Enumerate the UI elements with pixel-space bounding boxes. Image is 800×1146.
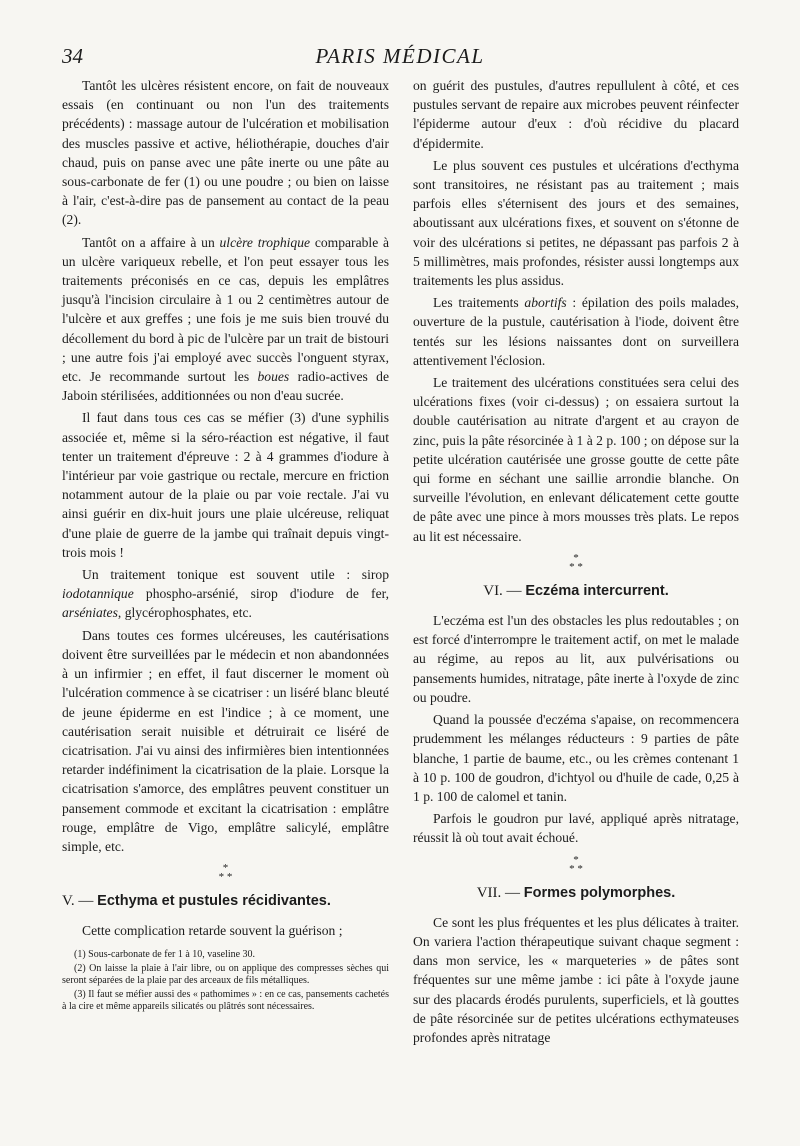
ornament-bottom: * *	[569, 862, 583, 875]
left-column	[62, 76, 389, 1015]
text-run: : épilation des poils malades, ouverture de la pustule, cautérisation à l'iode, doivent être tentés sur les lésions naissantes dont on surveillera attentivement l'éclosion.	[413, 295, 739, 368]
section-ornament	[413, 853, 739, 875]
footnote: (3) Il faut se méfier aussi des « pathomimes » : en ce cas, pansements cachetés à la cire et même appareils silicatés ou plâtrés sont nécessaires.	[62, 988, 389, 1012]
paragraph	[413, 293, 739, 370]
section-title: Formes polymorphes.	[523, 884, 676, 901]
section-title: Ecthyma et pustules récidivantes.	[97, 893, 331, 910]
text-run: Un traitement tonique est souvent utile : sirop	[82, 567, 389, 583]
section-number: V. —	[62, 893, 98, 910]
journal-title: PARIS MÉDICAL	[315, 44, 485, 68]
section-number: VI. —	[483, 582, 526, 599]
ornament-top: *	[573, 853, 579, 866]
page-number: 34	[62, 44, 83, 68]
paragraph: Il faut dans tous ces cas se méfier (3) d'une syphilis associée et, même si la séro-réaction est négative, il faut tenter un traitement d'épreuve : 2 à 4 grammes d'iodure à l'intérieur par voie gastrique ou rectale, mercure en friction notamment autour de la plaie ou par voie rectale. J'ai vu ainsi guérir en dix-huit jours une plaie ulcéreuse, reliquat d'une plaie de guerre de la jambe qui traînait depuis vingt-trois mois !	[62, 410, 389, 560]
text-run: phospho-arsénié, sirop d'iodure de fer,	[133, 586, 389, 602]
ornament-bottom: * *	[569, 560, 583, 573]
section-ornament	[413, 551, 739, 573]
italic-term: boues	[257, 369, 290, 385]
ornament-bottom: * *	[218, 871, 233, 884]
footnote: (1) Sous-carbonate de fer 1 à 10, vaseline 30.	[74, 948, 256, 960]
paragraph: on guérit des pustules, d'autres repullulent à côté, et ces pustules servant de repaire aux microbes peuvent réinfecter l'épiderme autour d'eux : d'où récidive du placard d'épidermite.	[413, 78, 739, 151]
italic-term: abortifs	[524, 295, 567, 311]
text-run: , glycérophosphates, etc.	[117, 605, 252, 621]
ornament-top: *	[222, 862, 229, 875]
paragraph: Cette complication retarde souvent la guérison ;	[82, 923, 343, 939]
italic-term: iodotannique	[62, 586, 134, 602]
section-ornament	[62, 864, 389, 882]
section-title: Eczéma intercurrent.	[525, 582, 669, 599]
right-column	[413, 76, 739, 1050]
paragraph: Ce sont les plus fréquentes et les plus délicates à traiter. On variera l'action thérapeutique suivant chaque segment : dans mon service, les « marqueteries » de pâtes sont fréquentes sur une même jambe : ici pâte à l'oxyde jaune sur des placards érodés purulents, superficiels, et là gouttes de pâte résorcinée sur de petites ulcérations ecthymateuses profondes après nitratage	[413, 914, 739, 1045]
text-run: Tantôt on a affaire à un	[82, 234, 220, 250]
page-header	[62, 44, 738, 72]
paragraph	[62, 565, 389, 623]
section-heading	[413, 884, 739, 903]
footnotes	[62, 949, 389, 1013]
ornament-top: *	[573, 551, 579, 564]
text-run: comparable à un ulcère variqueux rebelle, et l'on peut essayer tous les traitements préconisés en ce cas, depuis les emplâtres jusqu'à l'incision circulaire à 1 ou 2 centimètres autour de l'ulcère et aux greffes ; une fois je me suis bien trouvé du décollement du bord à pic de l'ulcère par un trait de bistouri ; une autre fois j'ai employé avec succès l'onguent styrax, etc. Je recommande surtout les	[62, 234, 390, 385]
paragraph: L'eczéma est l'un des obstacles les plus redoutables ; on est forcé d'interrompre le traitement actif, on met le malade au régime, au repos au lit, aux pulvérisations ou pansements humides, nitratage, pâte inerte à l'oxyde de zinc ou poudre.	[413, 613, 739, 705]
paragraph: Le plus souvent ces pustules et ulcérations d'ecthyma sont transitoires, ne résistant pas au traitement ; mais parfois elles s'éternisent des jours et des semaines, aboutissant aux ulcérations fixes, et souvent on s'étonne de voir des ulcérations si petites, ne dépassant pas parfois 2 à 5 millimètres, mais profondes, résister aussi longtemps aux traitements les plus assidus.	[413, 157, 739, 289]
paragraph: Le traitement des ulcérations constituées sera celui des ulcérations fixes (voir ci-dessus) ; on essaiera surtout la double cautérisation au nitrate d'argent et au crayon de zinc, puis la pâte résorcinée à 1 à 2 p. 100 ; on dépose sur la petite ulcération cautérisée une grosse goutte de cette pâte qui forme en séchant une saillie arrondie blanche. On surveille l'évolution, en enlevant délicatement cette goutte de pâte avec une pince à mors mousses très plats. Le repos au lit est nécessaire.	[413, 375, 739, 544]
text-run: Les traitements	[433, 295, 525, 311]
text-run: radio-actives de Jaboin stérilisées, additionnées ou non d'eau sucrée.	[62, 369, 389, 404]
footnote: (2) On laisse la plaie à l'air libre, ou on applique des compresses sèches qui seront séparées de la plaie par des arceaux de fils métalliques.	[62, 962, 389, 986]
italic-term: arséniates	[62, 605, 118, 621]
paragraph: Quand la poussée d'eczéma s'apaise, on recommencera prudemment les mélanges réducteurs : 9 parties de pâte blanche, 1 partie de baume, etc., ou les crèmes contenant 1 à 10 p. 100 de goudron, d'ichtyol ou d'huile de cade, 0,25 à 1 p. 100 de calomel et tanin.	[413, 712, 739, 804]
section-number: VII. —	[476, 884, 524, 901]
paragraph: Parfois le goudron pur lavé, appliqué après nitratage, réussit là où tout avait échoué.	[413, 811, 739, 846]
paragraph: Tantôt les ulcères résistent encore, on fait de nouveaux essais (en continuant ou non l'un des traitements précédents) : massage autour de l'ulcération et mobilisation des muscles passive et active, héliothérapie, douches d'air chaud, puis on panse avec une pâte inerte ou une pâte au sous-carbonate de fer (1) ou une poudre ; ou bien on laisse à l'air, c'est-à-dire pas de pansement au contact de la peau (2).	[62, 78, 389, 228]
section-heading	[62, 892, 389, 911]
section-heading	[413, 582, 739, 601]
italic-term: ulcère trophique	[219, 234, 311, 250]
paragraph: Dans toutes ces formes ulcéreuses, les cautérisations doivent être surveillées par le médecin et non abandonnées à un infirmier ; en effet, il faut discerner le moment où l'ulcération commence à se cicatriser : un liséré blanc bleuté de jeune épiderme en est l'indice ; à ce moment, une cautérisation serait nuisible et détruirait ce liséré de cicatrisation. J'ai vu ainsi des infirmières bien intentionnées retarder indéfiniment la cicatrisation de la plaie. Lorsque la cicatrisation s'amorce, des emplâtres peuvent constituer un pansement commode et excitant la cicatrisation : emplâtre rouge, emplâtre de Vigo, emplâtre salicylé, emplâtre simple, etc.	[62, 627, 389, 854]
paragraph	[62, 233, 389, 406]
